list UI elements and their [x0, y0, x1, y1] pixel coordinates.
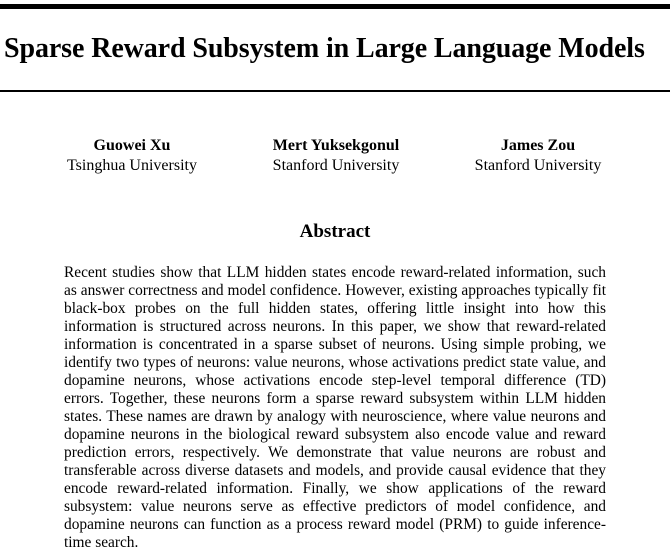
author-affiliation: Stanford University — [474, 157, 602, 174]
paper-title: Sparse Reward Subsystem in Large Language Models — [4, 33, 645, 64]
author-block — [458, 136, 618, 176]
author-affiliation: Tsinghua University — [67, 157, 197, 174]
author-name: Guowei Xu — [93, 137, 171, 154]
author-block — [256, 136, 416, 176]
title-top-rule — [0, 4, 670, 9]
author-name: Mert Yuksekgonul — [272, 137, 400, 154]
abstract-text: Recent studies show that LLM hidden states encode reward-related information, such as answer correctness and model confidence. However, existing approaches typically fit black-box probes on the full hidden states, offering little insight into how this information is structured across neurons. In this paper, we show that reward-related information is concentrated in a sparse subset of neurons. Using simple probing, we identify two types of neurons: value neurons, whose activations predict state value, and dopamine neurons, whose activations encode step-level temporal difference (TD) errors. Together, these neurons form a sparse reward subsystem within LLM hidden states. These names are drawn by analogy with neuroscience, where value neurons and dopamine neurons in the biological reward subsystem also encode value and reward prediction errors, respectively. We demonstrate that value neurons are robust and transferable across diverse datasets and models, and provide causal evidence that they encode reward-related information. Finally, we show applications of the reward subsystem: value neurons serve as effective predictors of model confidence, and dopamine neurons can function as a process reward model (PRM) to guide inference-time search. — [64, 264, 606, 551]
author-block — [52, 136, 212, 176]
title-bottom-rule — [0, 90, 670, 92]
author-name: James Zou — [500, 137, 576, 154]
author-affiliation: Stanford University — [272, 157, 400, 174]
abstract-heading: Abstract — [299, 221, 371, 242]
